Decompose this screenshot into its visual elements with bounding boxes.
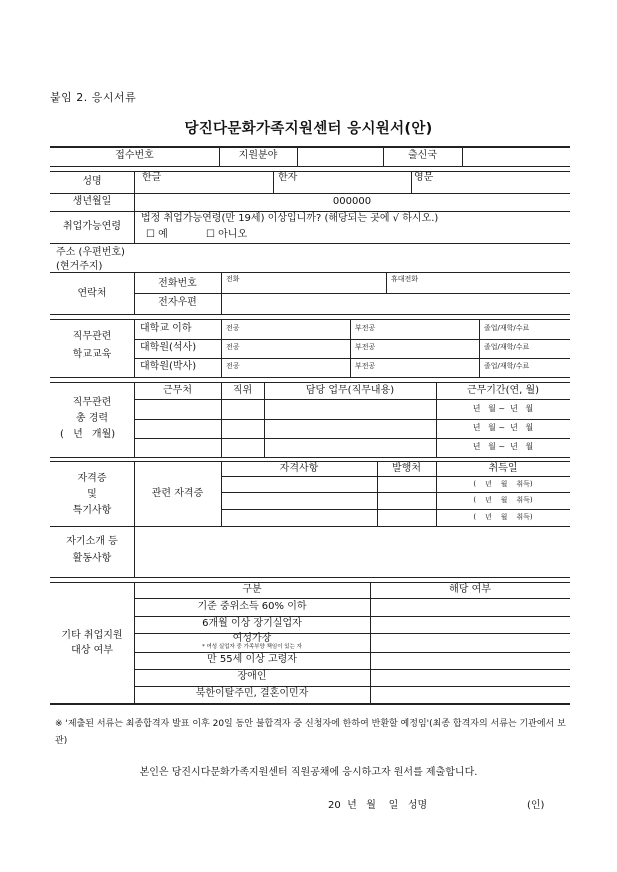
support-applicable-input[interactable] [371,653,569,668]
support-item: 기준 중위소득 60% 이하 [197,601,307,612]
career-header-period: 근무기간(연, 월) [466,385,540,396]
education-status-options[interactable]: 졸업/재학/수료 [484,324,530,332]
support-item: 북한이탈주민, 결혼이민자 [195,688,309,699]
license-label-line1: 자격증 [77,473,107,484]
intro-label-line1: 자기소개 등 [66,536,118,547]
contact-label: 연락처 [77,288,107,299]
career-header-position: 직위 [232,385,253,396]
name-korean-input[interactable] [165,172,271,192]
career-period[interactable]: 년 월 ~ 년 월 [472,404,534,413]
support-item: 여성가장 [232,633,272,644]
address-label: 주소 (우편번호) [56,247,125,258]
support-item: 장애인 [237,671,267,682]
application-field-label: 지원분야 [238,150,278,161]
career-label-line2: 총 경력 [75,413,109,424]
intro-label-line2: 활동사항 [72,553,112,564]
age-no-checkbox[interactable]: ☐ 아니오 [206,229,248,240]
mobile-label: 휴대전화 [391,275,419,283]
license-header-date: 취득일 [488,463,518,474]
support-applicable-input[interactable] [371,670,569,685]
address-sub-label: (현거주지) [56,261,103,272]
intro-input[interactable] [136,528,568,575]
name-label: 성명 [82,176,102,187]
license-date[interactable]: ( 년 월 취득) [473,513,533,521]
name-hanja-label: 한자 [278,172,298,183]
education-minor-label: 부전공 [355,362,376,370]
career-period[interactable]: 년 월 ~ 년 월 [472,423,534,432]
career-header-duties: 담당 업무(직무내용) [305,385,395,396]
support-item: 만 55세 이상 고령자 [207,654,297,665]
career-header-workplace: 근무처 [163,385,192,396]
tel-label: 전화 [226,275,240,283]
career-label-line3: ( 년 개월) [60,429,116,440]
age-yes-checkbox[interactable]: ☐ 예 [146,229,168,240]
license-label-line3: 특기사항 [72,505,112,516]
email-label: 전자우편 [158,297,197,308]
name-english-input[interactable] [440,172,569,192]
related-license-label: 관련 자격증 [151,488,204,499]
birth-date-value[interactable]: 000000 [332,196,372,207]
name-korean-label: 한글 [142,172,162,183]
pledge-statement: 본인은 당진시다문화가족지원센터 직원공채에 응시하고자 원서를 제출합니다. [139,767,478,778]
support-item: 6개월 이상 장기실업자 [202,618,302,629]
license-header-issuer: 발행처 [392,463,421,474]
signature-date-line[interactable]: 20 년 월 일 성명 [328,800,428,811]
support-header-category: 구분 [242,584,262,595]
education-minor-label: 부전공 [355,324,376,332]
support-header-applicable: 해당 여부 [449,584,491,595]
attachment-label: 붙임 2. 응시서류 [50,91,137,104]
education-status-options[interactable]: 졸업/재학/수료 [484,343,530,351]
career-period[interactable]: 년 월 ~ 년 월 [472,442,534,451]
education-major-label: 전공 [226,362,240,370]
return-policy-note: ※ '제출된 서류는 최종합격자 발표 이후 20일 동안 불합격자 중 신청자에 한하여 반환할 예정임'(최종 합격자의 서류는 기관에서 보관) [55,719,566,746]
license-label-line2: 및 [87,489,97,500]
education-level: 대학교 이하 [140,323,192,334]
support-applicable-input[interactable] [371,617,569,632]
name-hanja-input[interactable] [300,172,409,192]
birth-date-label: 생년월일 [72,196,112,207]
support-applicable-input[interactable] [371,599,569,615]
seal-mark: (인) [527,800,545,811]
education-status-options[interactable]: 졸업/재학/수료 [484,362,530,370]
career-label-line1: 직무관련 [72,397,112,408]
country-of-origin-input[interactable] [463,147,569,165]
education-minor-label: 부전공 [355,343,376,351]
name-english-label: 영문 [414,172,434,183]
license-date[interactable]: ( 년 월 취득) [473,496,533,504]
education-level: 대학원(석사) [140,342,197,353]
education-label-line1: 직무관련 [72,331,112,342]
form-title: 당진다문화가족지원센터 응시원서(안) [184,121,433,137]
country-of-origin-label: 출신국 [408,150,437,161]
license-header-item: 자격사항 [279,463,319,474]
license-date[interactable]: ( 년 월 취득) [473,480,533,488]
application-field-input[interactable] [298,147,382,165]
employment-age-question: 법정 취업가능연령(만 19세) 이상입니까? (해당되는 곳에 √ 하시오.) [141,213,439,224]
email-input[interactable] [222,294,569,313]
receipt-number-label: 접수번호 [115,150,154,161]
support-applicable-input[interactable] [371,687,569,702]
support-label-line1: 기타 취업지원 [61,630,123,641]
support-applicable-input[interactable] [371,634,569,651]
education-level: 대학원(박사) [140,361,197,372]
support-label-line2: 대상 여부 [71,645,113,656]
education-major-label: 전공 [226,343,240,351]
phone-label: 전화번호 [158,278,197,289]
education-label-line2: 학교교육 [72,349,112,360]
female-head-note: * 여성 실업자 중 가족부양 책임이 있는 자 [202,644,302,650]
employment-age-label: 취업가능연령 [63,221,121,232]
address-input[interactable] [150,245,568,270]
education-major-label: 전공 [226,324,240,332]
